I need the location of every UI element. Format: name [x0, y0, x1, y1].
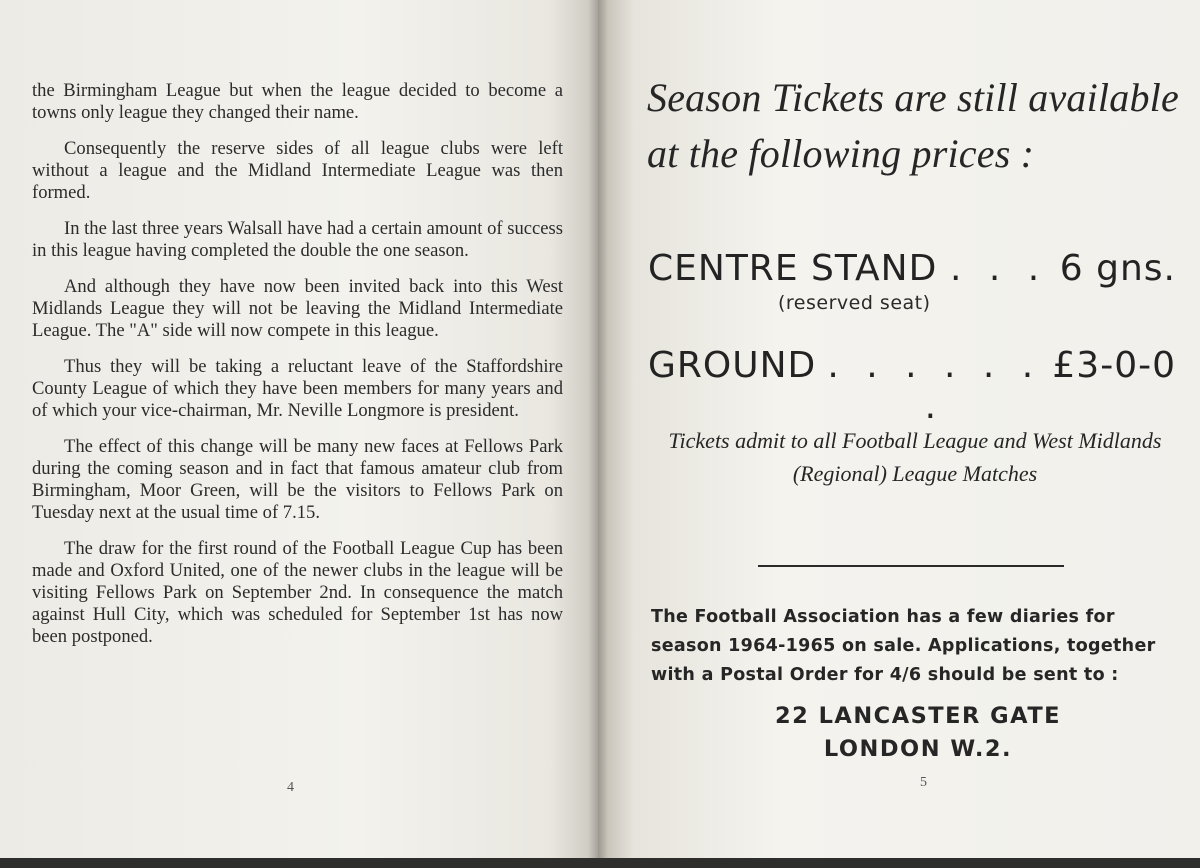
left-page-text [32, 80, 563, 662]
horizontal-rule [758, 565, 1064, 567]
address-line-1: 22 LANCASTER GATE [774, 703, 1062, 729]
paragraph-3: In the last three years Walsall have had a certain amount of success in this league having completed the double the one season. [32, 218, 563, 261]
centre-stand-dots: . . . [949, 248, 1048, 289]
headline-line-2: at the following prices : [647, 131, 1035, 176]
ground-dots: . . . . . . . [827, 345, 1042, 427]
season-tickets-headline [647, 70, 1187, 182]
address-line-2: LONDON W.2. [823, 736, 1013, 762]
fa-address [648, 700, 1188, 766]
paragraph-1: the Birmingham League but when the league decided to become a towns only league they changed their name. [32, 80, 563, 123]
headline-line-1: Season Tickets are still available [647, 75, 1179, 120]
paragraph-4: And although they have now been invited back into this West Midlands League they will not be leaving the Midland Intermediate League. The "A" side will now compete in this league. [32, 276, 563, 341]
left-page [0, 0, 598, 858]
paragraph-7: The draw for the first round of the Football League Cup has been made and Oxford United, one of the newer clubs in the league will be visiting Fellows Park on September 2nd. In consequence the match against Hull City, which was scheduled for September 1st has now been postponed. [32, 538, 563, 647]
paragraph-5: Thus they will be taking a reluctant leave of the Staffordshire County League of which they have been members for many years and of which your vice-chairman, Mr. Neville Longmore is president. [32, 356, 563, 421]
centre-stand-price-row [648, 248, 1176, 289]
paragraph-2: Consequently the reserve sides of all league clubs were left without a league and the Midland Intermediate League was then formed. [32, 138, 563, 203]
reserved-seat-note: (reserved seat) [778, 292, 931, 314]
ground-price: £3-0-0 [1052, 345, 1176, 386]
gutter-shadow [588, 0, 608, 858]
centre-stand-label: CENTRE STAND [648, 248, 938, 289]
paragraph-6: The effect of this change will be many new faces at Fellows Park during the coming season and in fact that famous amateur club from Birmingham, Moor Green, will be the visitors to Fellows Park on Tuesday next at the usual time of 7.15. [32, 436, 563, 523]
scan-bottom-edge [0, 858, 1200, 868]
ground-label: GROUND [648, 345, 817, 386]
ground-price-row [648, 345, 1176, 427]
page-number-left: 4 [287, 780, 294, 795]
centre-stand-price: 6 gns. [1059, 248, 1176, 289]
page-number-right: 5 [920, 775, 927, 790]
fa-diaries-note: The Football Association has a few diaries for season 1964-1965 on sale. Applications, together with a Postal Order for 4/6 should be sent to : [651, 607, 1156, 685]
tickets-admit-text: Tickets admit to all Football League and West Midlands (Regional) League Matches [668, 428, 1162, 486]
